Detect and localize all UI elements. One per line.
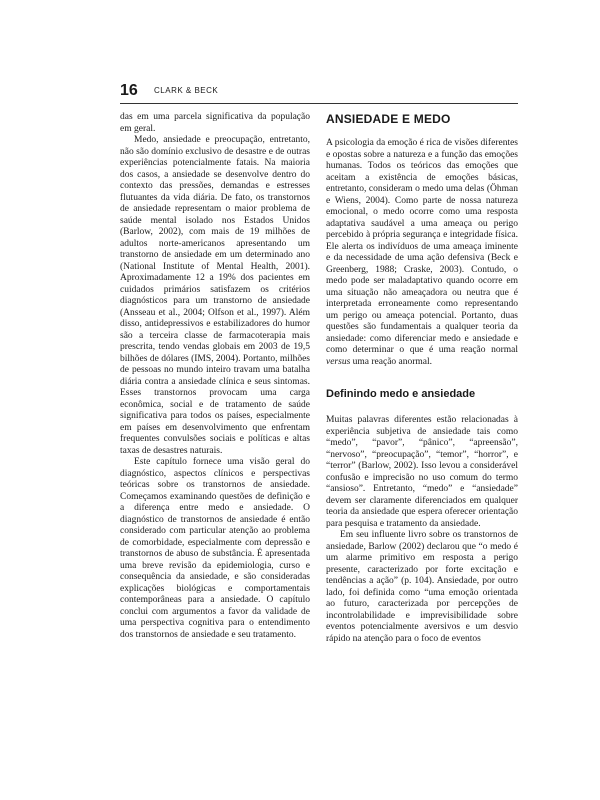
page-header [120,82,520,102]
paragraph-emotion-psychology-end: uma reação anormal. [350,356,433,367]
paragraph-emotion-psychology-text: A psicologia da emoção é rica de visões diferentes e opostas sobre a natureza e a função das emoções humanas. Todos os teóricos das emoções que aceitam a existência de emoções básicas, entretanto, consideram o medo uma delas (Öhman e Wiens, 2004). Como parte de nossa natureza emocional, o medo ocorre como uma resposta adaptativa saudável a uma ameaça ou perigo percebido à própria segurança e integridade física. Ele alerta os indivíduos de uma ameaça iminente e da necessidade de uma ação defensiva (Beck e Greenberg, 1988; Craske, 2003). Contudo, o medo pode ser maladaptativo quando ocorre em uma situação não ameaçadora ou neutra que é interpretada erroneamente como representando um perigo ou ameaça potencial. Portanto, duas questões são fundamentais a qualquer teoria da ansiedade: como diferenciar medo e ansiedade e como determinar o que é uma reação normal [326,138,518,355]
page-number: 16 [120,82,138,99]
paragraph-continuation: das em uma parcela significativa da população em geral. [120,112,310,134]
paragraph-barlow-definition: Em seu influente livro sobre os transtornos de ansiedade, Barlow (2002) declarou que “o medo é um alarme primitivo em resposta a perigo presente, caracterizado por forte excitação e tendências a ação” (p. 104). Ansiedade, por outro lado, foi definida como “uma emoção orientada ao futuro, caracterizada por percepções de incontrolabilidade e imprevisibilidade sobre eventos potencialmente aversivos e um desvio rápido na atenção para o foco de eventos [326,530,518,644]
subsection-title: Definindo medo e ansiedade [326,388,476,400]
running-head: CLARK & BECK [154,86,219,95]
paragraph-chapter-overview: Este capítulo fornece uma visão geral do diagnóstico, aspectos clínicos e perspectivas teóricas sobre os transtornos de ansiedade. Começamos examinando questões de definição e a diferença entre medo e ansiedade. O diagnóstico de transtornos de ansiedade é então considerado com particular atenção ao problema de comorbidade, especialmente com depressão e transtornos de abuso de substância. É apresentada uma breve revisão da epidemiologia, curso e consequência da ansiedade, e são consideradas explicações biológicas e comportamentais contemporâneas para a ansiedade. O capítulo conclui com argumentos a favor da validade de uma perspectiva cognitiva para o entendimento dos transtornos de ansiedade e seu tratamento. [120,457,310,640]
right-column [326,112,518,645]
header-rule [120,103,518,104]
section-title: ANSIEDADE E MEDO [326,112,451,126]
paragraph-terms: Muitas palavras diferentes estão relacionadas à experiência subjetiva de ansiedade tais como “medo”, “pavor”, “pânico”, “apreensão”, “nervoso”, “preocupação”, “temor”, “horror”, e “terror” (Barlow, 2002). Isso levou a considerável confusão e imprecisão no uso comum do termo “ansioso”. Entretanto, “medo” e “ansiedade” devem ser claramente diferenciados em qualquer teoria da ansiedade que espera oferecer orientação para pesquisa e tratamento da ansiedade. [326,415,518,529]
paragraph-emotion-psychology [326,138,518,368]
italic-versus: versus [326,356,351,367]
left-column [120,112,310,641]
paragraph-prevalence: Medo, ansiedade e preocupação, entretanto, não são domínio exclusivo de desastre e de outras experiências potencialmente fatais. Na maioria dos casos, a ansiedade se desenvolve dentro do contexto das pressões, demandas e estresses flutuantes da vida diária. De fato, os transtornos de ansiedade representam o maior problema de saúde mental isolado nos Estados Unidos (Barlow, 2002), com mais de 19 milhões de adultos norte-americanos apresentando um transtorno de ansiedade em um determinado ano (National Institute of Mental Health, 2001). Aproximadamente 12 a 19% dos pacientes em cuidados primários satisfazem os critérios diagnósticos para um transtorno de ansiedade (Ansseau et al., 2004; Olfson et al., 1997). Além disso, antidepressivos e estabilizadores do humor são a terceira classe de farmacoterapia mais prescrita, tendo vendas globais em 2003 de 19,5 bilhões de dólares (IMS, 2004). Portanto, milhões de pessoas no mundo inteiro travam uma batalha diária contra a ansiedade clínica e seus sintomas. Esses transtornos provocam uma carga econômica, social e de tratamento de saúde significativa para todos os países, especialmente em países em desenvolvimento que enfrentam frequentes convulsões sociais e políticas e altas taxas de desastres naturais. [120,135,310,456]
